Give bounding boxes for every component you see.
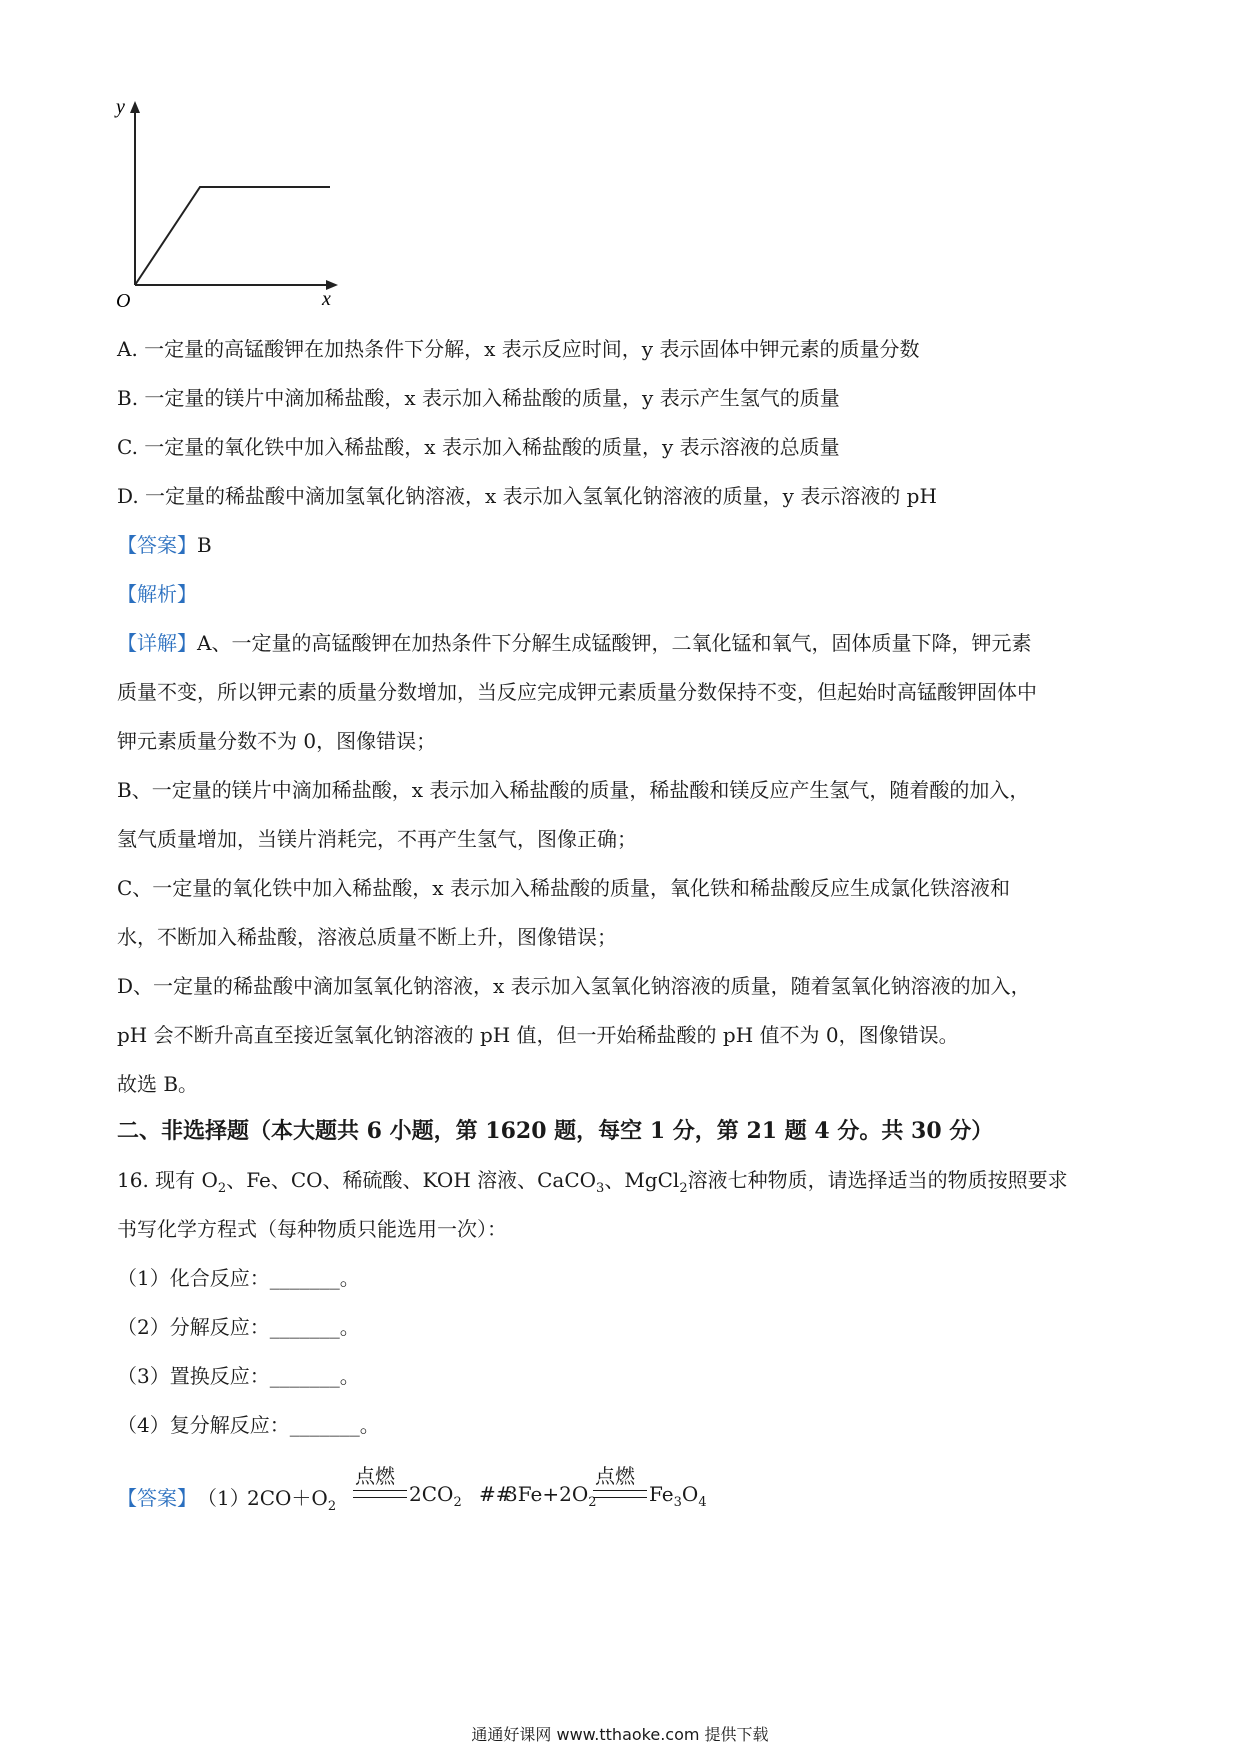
eq2-left-text: 3Fe+2O <box>505 1482 589 1506</box>
q16-sub-b: 3 <box>596 1181 605 1196</box>
answer-value: B <box>197 533 212 557</box>
option-b: B. 一定量的镁片中滴加稀盐酸，x 表示加入稀盐酸的质量，y 表示产生氢气的质量 <box>117 386 840 410</box>
curve <box>135 187 330 285</box>
option-a: A. 一定量的高锰酸钾在加热条件下分解，x 表示反应时间，y 表示固体中钾元素的质量分数 <box>117 337 920 361</box>
answer-line <box>117 533 212 557</box>
q16-line1 <box>117 1168 1068 1197</box>
answer2-label: 【答案】 <box>117 1486 197 1510</box>
graph <box>100 95 350 315</box>
q16-sub-a: 2 <box>217 1181 227 1196</box>
answer2-part: （1） <box>197 1486 250 1510</box>
section-heading: 二、非选择题（本大题共 6 小题，第 1620 题，每空 1 分，第 21 题 4 分。共 30 分） <box>117 1118 994 1144</box>
detail-a-line1 <box>117 631 1031 655</box>
detail-a-text1: A、一定量的高锰酸钾在加热条件下分解生成锰酸钾，二氧化锰和氧气，固体质量下降，钾元素 <box>197 631 1032 655</box>
eq-separator: ## <box>479 1482 513 1506</box>
eq2-right: $Fe_3O_4$ <box>649 1482 707 1510</box>
answer-label: 【答案】 <box>117 533 197 557</box>
option-d: D. 一定量的稀盐酸中滴加氢氧化钠溶液，x 表示加入氢氧化钠溶液的质量，y 表示溶液的 pH <box>117 484 937 508</box>
detail-d-line1: D、一定量的稀盐酸中滴加氢氧化钠溶液，x 表示加入氢氧化钠溶液的质量，随着氢氧化钠溶液的加入， <box>117 974 1031 998</box>
detail-a-line3: 钾元素质量分数不为 0，图像错误； <box>117 729 437 753</box>
analysis-label: 【解析】 <box>117 582 197 606</box>
q16-sub-c: 2 <box>679 1181 688 1196</box>
eq2-left-sub: 2 <box>588 1495 597 1510</box>
x-axis-label: x <box>322 288 331 310</box>
q16-part3: （3）置换反应：_______。 <box>117 1364 360 1388</box>
eq1-left <box>247 1482 336 1514</box>
detail-label: 【详解】 <box>117 631 197 655</box>
eq2-condition: 点燃 <box>595 1464 635 1488</box>
eq1-condition: 点燃 <box>355 1464 395 1488</box>
option-c: C. 一定量的氧化铁中加入稀盐酸，x 表示加入稀盐酸的质量，y 表示溶液的总质量 <box>117 435 840 459</box>
eq1-double-line <box>353 1490 407 1498</box>
y-axis-label: y <box>116 96 125 118</box>
origin-label: O <box>116 290 131 312</box>
detail-b-line1: B、一定量的镁片中滴加稀盐酸，x 表示加入稀盐酸的质量，稀盐酸和镁反应产生氢气，随着酸的加入， <box>117 778 1030 802</box>
eq1-left-text: 2CO＋O <box>247 1486 328 1510</box>
detail-conclusion: 故选 B。 <box>117 1072 199 1096</box>
eq2-right-sub4: 4 <box>698 1495 707 1510</box>
q16-part4: （4）复分解反应：_______。 <box>117 1413 380 1437</box>
q16-text-c: 、MgCl <box>604 1168 680 1192</box>
q16-text-b: 、Fe、CO、稀硫酸、KOH 溶液、CaCO <box>226 1168 597 1192</box>
detail-b-line2: 氢气质量增加，当镁片消耗完，不再产生氢气，图像正确； <box>117 827 637 851</box>
eq1-right-text: 2CO <box>409 1482 454 1506</box>
q16-text-d: 溶液七种物质，请选择适当的物质按照要求 <box>687 1168 1068 1192</box>
eq2-right-sub3: 3 <box>673 1495 682 1510</box>
detail-c-line1: C、一定量的氧化铁中加入稀盐酸，x 表示加入稀盐酸的质量，氧化铁和稀盐酸反应生成氯化铁溶液和 <box>117 876 1010 900</box>
eq1-right <box>409 1482 462 1510</box>
eq1-right-sub: 2 <box>453 1495 462 1510</box>
eq2-double-line <box>593 1490 647 1498</box>
q16-line2: 书写化学方程式（每种物质只能选用一次）： <box>117 1217 507 1241</box>
detail-d-line2: pH 会不断升高直至接近氢氧化钠溶液的 pH 值，但一开始稀盐酸的 pH 值不为 0，图像错误。 <box>117 1023 959 1047</box>
q16-text-a: 16. 现有 O <box>117 1168 218 1192</box>
eq2-right-fe: Fe <box>649 1482 674 1506</box>
detail-c-line2: 水，不断加入稀盐酸，溶液总质量不断上升，图像错误； <box>117 925 617 949</box>
detail-a-line2: 质量不变，所以钾元素的质量分数增加，当反应完成钾元素质量分数保持不变，但起始时高锰酸钾固体中 <box>117 680 1037 704</box>
eq2-left <box>505 1482 597 1510</box>
y-axis-arrow <box>130 101 140 113</box>
q16-part2: （2）分解反应：_______。 <box>117 1315 360 1339</box>
q16-part1: （1）化合反应：_______。 <box>117 1266 360 1290</box>
footer: 通通好课网 www.tthaoke.com 提供下载 <box>471 1725 769 1744</box>
eq1-left-sub: 2 <box>327 1499 337 1514</box>
